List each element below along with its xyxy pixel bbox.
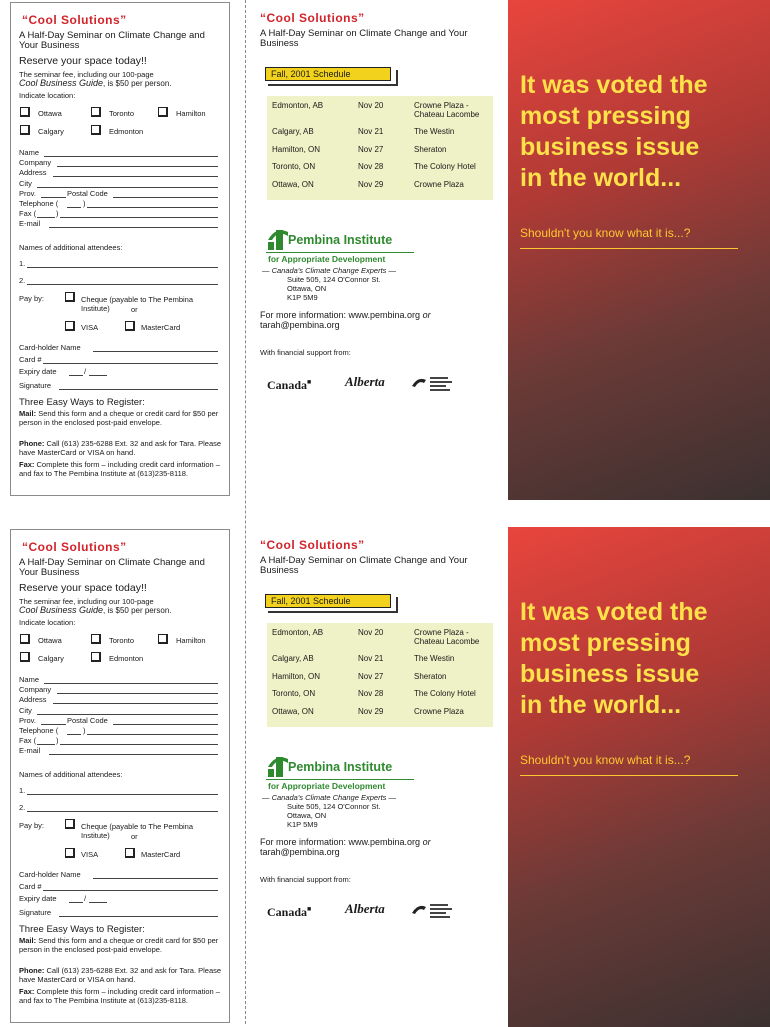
pembina-tagline: — Canada's Climate Change Experts — (262, 793, 396, 802)
label-calgary: Calgary (38, 127, 64, 136)
form-subtitle: A Half-Day Seminar on Climate Change and Your Business (19, 30, 205, 51)
field-phone-area[interactable] (67, 734, 81, 735)
sponsor-emblem-icon (410, 901, 468, 919)
schedule-date: Nov 28 (358, 689, 384, 698)
phone-close-paren: ) (83, 726, 86, 735)
attendee-2-label: 2. (19, 276, 26, 285)
attendees-label: Names of additional attendees: (19, 243, 123, 252)
canada-logo (267, 378, 311, 393)
phone-label: Phone: (19, 966, 45, 975)
field-address-label: Address (19, 695, 47, 704)
field-city-label: City (19, 706, 32, 715)
field-name[interactable] (44, 156, 218, 157)
schedule-date: Nov 21 (358, 654, 384, 663)
label-hamilton: Hamilton (176, 636, 206, 645)
signature-label: Signature (19, 381, 52, 390)
more-info-or: or (422, 837, 431, 847)
phone-instructions (19, 439, 224, 457)
field-city-label: City (19, 179, 32, 188)
promo-underline (520, 775, 738, 776)
expiry-year[interactable] (89, 375, 107, 376)
phone-close-paren: ) (83, 199, 86, 208)
fax-label: Fax: (19, 987, 35, 996)
mastercard-label: MasterCard (141, 323, 181, 332)
canada-flag-icon: ■ (307, 378, 312, 386)
payby-label: Pay by: (19, 294, 45, 303)
reserve-heading: Reserve your space today!! (19, 55, 147, 67)
phone-instructions (19, 966, 224, 984)
fax-text: Complete this form – including credit card information – and fax to The Pembina Institute at (613)235-8118. (19, 987, 220, 1005)
schedule-venue: Sheraton (414, 672, 447, 681)
schedule-date: Nov 28 (358, 162, 384, 171)
field-postal-label: Postal Code (67, 716, 108, 725)
expiry-month[interactable] (69, 375, 83, 376)
fax-close-paren: ) (56, 736, 59, 745)
or-label: or (131, 305, 138, 314)
fee-line: The seminar fee, including our 100-page (19, 70, 154, 79)
contact-email[interactable]: tarah@pembina.org (260, 847, 340, 857)
fax-instructions (19, 460, 224, 478)
promo-headline (520, 597, 708, 721)
field-phone-label: Telephone ( (19, 726, 59, 735)
schedule-date: Nov 20 (358, 101, 384, 110)
support-label: With financial support from: (260, 348, 351, 357)
field-postal[interactable] (113, 724, 218, 725)
field-company[interactable] (57, 693, 218, 694)
label-toronto: Toronto (109, 109, 135, 118)
indicate-label: Indicate location: (19, 618, 76, 627)
schedule-city: Edmonton, AB (272, 101, 324, 110)
more-info (260, 837, 431, 847)
mail-text: Send this form and a cheque or credit card for $50 per person in the enclosed post-paid envelope. (19, 409, 219, 427)
field-city[interactable] (37, 714, 218, 715)
pembina-rule (266, 252, 414, 253)
promo-panel (508, 527, 770, 1027)
label-calgary: Calgary (38, 654, 64, 663)
headline-line: in the world... (520, 164, 682, 192)
checkbox-ottawa[interactable] (20, 634, 29, 643)
pembina-emblem-icon (266, 226, 290, 252)
checkbox-visa[interactable] (65, 848, 74, 857)
field-email[interactable] (49, 227, 218, 228)
schedule-city: Calgary, AB (272, 654, 314, 663)
phone-label: Phone: (19, 439, 45, 448)
schedule-venue: Sheraton (414, 145, 447, 154)
card-field[interactable] (43, 363, 218, 364)
schedule-date: Nov 29 (358, 180, 384, 189)
address-line: Ottawa, ON (287, 284, 327, 293)
expiry-label: Expiry date (19, 894, 57, 903)
attendee-2-field[interactable] (27, 284, 218, 285)
fee-amount: , is $50 per person. (103, 79, 172, 88)
field-fax[interactable] (60, 744, 218, 745)
fax-text: Complete this form – including credit card information – and fax to The Pembina Institute at (613)235-8118. (19, 460, 220, 478)
field-email-label: E-mail (19, 746, 41, 755)
schedule-date: Nov 29 (358, 707, 384, 716)
field-email-label: E-mail (19, 219, 41, 228)
phone-text: Call (613) 235-6288 Ext. 32 and ask for Tara. Please have MasterCard or VISA on hand. (19, 439, 222, 457)
field-company-label: Company (19, 158, 52, 167)
label-edmonton: Edmonton (109, 127, 144, 136)
field-prov-label: Prov. (19, 189, 36, 198)
mastercard-label: MasterCard (141, 850, 181, 859)
contact-email[interactable]: tarah@pembina.org (260, 320, 340, 330)
schedule-city: Toronto, ON (272, 162, 316, 171)
schedule-heading: Fall, 2001 Schedule (265, 67, 391, 81)
field-address[interactable] (53, 176, 218, 177)
mail-label: Mail: (19, 936, 37, 945)
info-subtitle: A Half-Day Seminar on Climate Change and Your Business (260, 555, 468, 576)
checkbox-mastercard[interactable] (125, 321, 134, 330)
promo-headline (520, 70, 708, 194)
card-label: Card # (19, 882, 42, 891)
alberta-logo: Alberta (345, 374, 385, 389)
mail-instructions (19, 936, 224, 954)
schedule-heading: Fall, 2001 Schedule (265, 594, 391, 608)
schedule-city: Hamilton, ON (272, 672, 321, 681)
checkbox-ottawa[interactable] (20, 107, 29, 116)
guide-name: Cool Business Guide (19, 605, 104, 615)
schedule-venue: Crowne Plaza (414, 707, 464, 716)
ways-title: Three Easy Ways to Register: (19, 924, 145, 935)
attendee-1-field[interactable] (27, 267, 218, 268)
more-info-or: or (422, 310, 431, 320)
promo-tagline: Shouldn't you know what it is...? (520, 753, 691, 767)
checkbox-toronto[interactable] (91, 107, 100, 116)
schedule-city: Edmonton, AB (272, 628, 324, 637)
headline-line: most pressing (520, 629, 691, 657)
visa-label: VISA (81, 850, 99, 859)
mail-text: Send this form and a cheque or credit card for $50 per person in the enclosed post-paid envelope. (19, 936, 219, 954)
field-fax[interactable] (60, 217, 218, 218)
attendee-1-label: 1. (19, 259, 26, 268)
alberta-logo: Alberta (345, 901, 385, 916)
fee-amount: , is $50 per person. (103, 606, 172, 615)
checkbox-toronto[interactable] (91, 634, 100, 643)
form-subtitle: A Half-Day Seminar on Climate Change and Your Business (19, 557, 205, 578)
field-address[interactable] (53, 703, 218, 704)
headline-line: business issue (520, 660, 700, 688)
field-name[interactable] (44, 683, 218, 684)
expiry-month[interactable] (69, 902, 83, 903)
fax-close-paren: ) (56, 209, 59, 218)
more-info-url[interactable]: For more information: www.pembina.org (260, 310, 421, 320)
headline-line: in the world... (520, 691, 682, 719)
pembina-rule (266, 779, 414, 780)
cardholder-label: Card-holder Name (19, 870, 81, 879)
cheque-label: Cheque (payable to The Pembina Institute) (81, 295, 194, 313)
headline-line: It was voted the (520, 71, 708, 99)
registration-form (10, 529, 230, 1023)
pembina-tagline: — Canada's Climate Change Experts — (262, 266, 396, 275)
field-fax-label: Fax ( (19, 209, 37, 218)
promo-panel (508, 0, 770, 500)
visa-label: VISA (81, 323, 99, 332)
field-phone-label: Telephone ( (19, 199, 59, 208)
schedule-venue: The Westin (414, 654, 455, 663)
headline-line: business issue (520, 133, 700, 161)
schedule-venue: The Colony Hotel (414, 689, 476, 698)
expiry-year[interactable] (89, 902, 107, 903)
field-phone[interactable] (87, 734, 218, 735)
field-address-label: Address (19, 168, 47, 177)
pembina-logo (266, 226, 416, 266)
more-info (260, 310, 431, 320)
label-edmonton: Edmonton (109, 654, 144, 663)
field-company[interactable] (57, 166, 218, 167)
cardholder-label: Card-holder Name (19, 343, 81, 352)
registration-form (10, 2, 230, 496)
address-line: K1P 5M9 (287, 293, 318, 302)
pembina-sub: for Appropriate Development (268, 254, 386, 264)
canada-flag-icon: ■ (307, 905, 312, 913)
field-fax-area[interactable] (37, 744, 55, 745)
form-title: “Cool Solutions” (22, 13, 127, 27)
card-field[interactable] (43, 890, 218, 891)
signature-field[interactable] (59, 916, 218, 917)
field-postal-label: Postal Code (67, 189, 108, 198)
schedule-table (267, 623, 493, 727)
info-title: “Cool Solutions” (260, 538, 365, 552)
field-prov[interactable] (41, 724, 66, 725)
pembina-sub: for Appropriate Development (268, 781, 386, 791)
sponsor-emblem-icon (410, 374, 468, 392)
label-ottawa: Ottawa (38, 636, 62, 645)
ways-title: Three Easy Ways to Register: (19, 397, 145, 408)
expiry-sep: / (84, 894, 87, 903)
attendee-2-label: 2. (19, 803, 26, 812)
label-toronto: Toronto (109, 636, 135, 645)
schedule-venue: Crowne Plaza - Chateau Lacombe (414, 628, 480, 646)
field-phone-area[interactable] (67, 207, 81, 208)
schedule-city: Ottawa, ON (272, 180, 314, 189)
address-line: K1P 5M9 (287, 820, 318, 829)
schedule-table (267, 96, 493, 200)
pembina-emblem-icon (266, 753, 290, 779)
expiry-sep: / (84, 367, 87, 376)
schedule-date: Nov 27 (358, 672, 384, 681)
field-city[interactable] (37, 187, 218, 188)
checkbox-edmonton[interactable] (91, 125, 100, 134)
checkbox-hamilton[interactable] (158, 634, 167, 643)
brochure-bottom (0, 527, 770, 1027)
field-postal[interactable] (113, 197, 218, 198)
signature-field[interactable] (59, 389, 218, 390)
guide-name: Cool Business Guide (19, 78, 104, 88)
schedule-date: Nov 21 (358, 127, 384, 136)
schedule-venue: The Colony Hotel (414, 162, 476, 171)
checkbox-hamilton[interactable] (158, 107, 167, 116)
checkbox-visa[interactable] (65, 321, 74, 330)
schedule-date: Nov 27 (358, 145, 384, 154)
checkbox-calgary[interactable] (20, 125, 29, 134)
fax-label: Fax: (19, 460, 35, 469)
label-hamilton: Hamilton (176, 109, 206, 118)
schedule-city: Hamilton, ON (272, 145, 321, 154)
attendees-label: Names of additional attendees: (19, 770, 123, 779)
mail-instructions (19, 409, 224, 427)
promo-tagline: Shouldn't you know what it is...? (520, 226, 691, 240)
field-fax-label: Fax ( (19, 736, 37, 745)
schedule-date: Nov 20 (358, 628, 384, 637)
address-line: Ottawa, ON (287, 811, 327, 820)
address-line: Suite 505, 124 O'Connor St. (287, 275, 381, 284)
schedule-city: Calgary, AB (272, 127, 314, 136)
checkbox-edmonton[interactable] (91, 652, 100, 661)
card-label: Card # (19, 355, 42, 364)
checkbox-mastercard[interactable] (125, 848, 134, 857)
info-title: “Cool Solutions” (260, 11, 365, 25)
schedule-venue: Crowne Plaza (414, 180, 464, 189)
label-ottawa: Ottawa (38, 109, 62, 118)
mail-label: Mail: (19, 409, 37, 418)
checkbox-calgary[interactable] (20, 652, 29, 661)
promo-underline (520, 248, 738, 249)
support-label: With financial support from: (260, 875, 351, 884)
address-line: Suite 505, 124 O'Connor St. (287, 802, 381, 811)
cardholder-field[interactable] (93, 878, 218, 879)
field-company-label: Company (19, 685, 52, 694)
reserve-heading: Reserve your space today!! (19, 582, 147, 594)
field-prov-label: Prov. (19, 716, 36, 725)
form-title: “Cool Solutions” (22, 540, 127, 554)
canada-wordmark: Canada (267, 378, 308, 392)
pembina-name: Pembina Institute (288, 233, 393, 247)
fax-instructions (19, 987, 224, 1005)
indicate-label: Indicate location: (19, 91, 76, 100)
pembina-logo (266, 753, 416, 793)
field-name-label: Name (19, 148, 40, 157)
cheque-label: Cheque (payable to The Pembina Institute) (81, 822, 194, 840)
field-fax-area[interactable] (37, 217, 55, 218)
attendee-1-field[interactable] (27, 794, 218, 795)
cardholder-field[interactable] (93, 351, 218, 352)
more-info-url[interactable]: For more information: www.pembina.org (260, 837, 421, 847)
phone-text: Call (613) 235-6288 Ext. 32 and ask for Tara. Please have MasterCard or VISA on hand. (19, 966, 222, 984)
field-name-label: Name (19, 675, 40, 684)
schedule-city: Ottawa, ON (272, 707, 314, 716)
brochure-top (0, 0, 770, 500)
checkbox-cheque[interactable] (65, 292, 74, 301)
field-phone[interactable] (87, 207, 218, 208)
headline-line: most pressing (520, 102, 691, 130)
canada-logo (267, 905, 311, 920)
or-label: or (131, 832, 138, 841)
attendee-2-field[interactable] (27, 811, 218, 812)
fee-line: The seminar fee, including our 100-page (19, 597, 154, 606)
canada-wordmark: Canada (267, 905, 308, 919)
checkbox-cheque[interactable] (65, 819, 74, 828)
attendee-1-label: 1. (19, 786, 26, 795)
pembina-name: Pembina Institute (288, 760, 393, 774)
schedule-venue: Crowne Plaza - Chateau Lacombe (414, 101, 480, 119)
info-subtitle: A Half-Day Seminar on Climate Change and Your Business (260, 28, 468, 49)
signature-label: Signature (19, 908, 52, 917)
field-prov[interactable] (41, 197, 66, 198)
expiry-label: Expiry date (19, 367, 57, 376)
schedule-venue: The Westin (414, 127, 455, 136)
field-email[interactable] (49, 754, 218, 755)
payby-label: Pay by: (19, 821, 45, 830)
headline-line: It was voted the (520, 598, 708, 626)
schedule-city: Toronto, ON (272, 689, 316, 698)
